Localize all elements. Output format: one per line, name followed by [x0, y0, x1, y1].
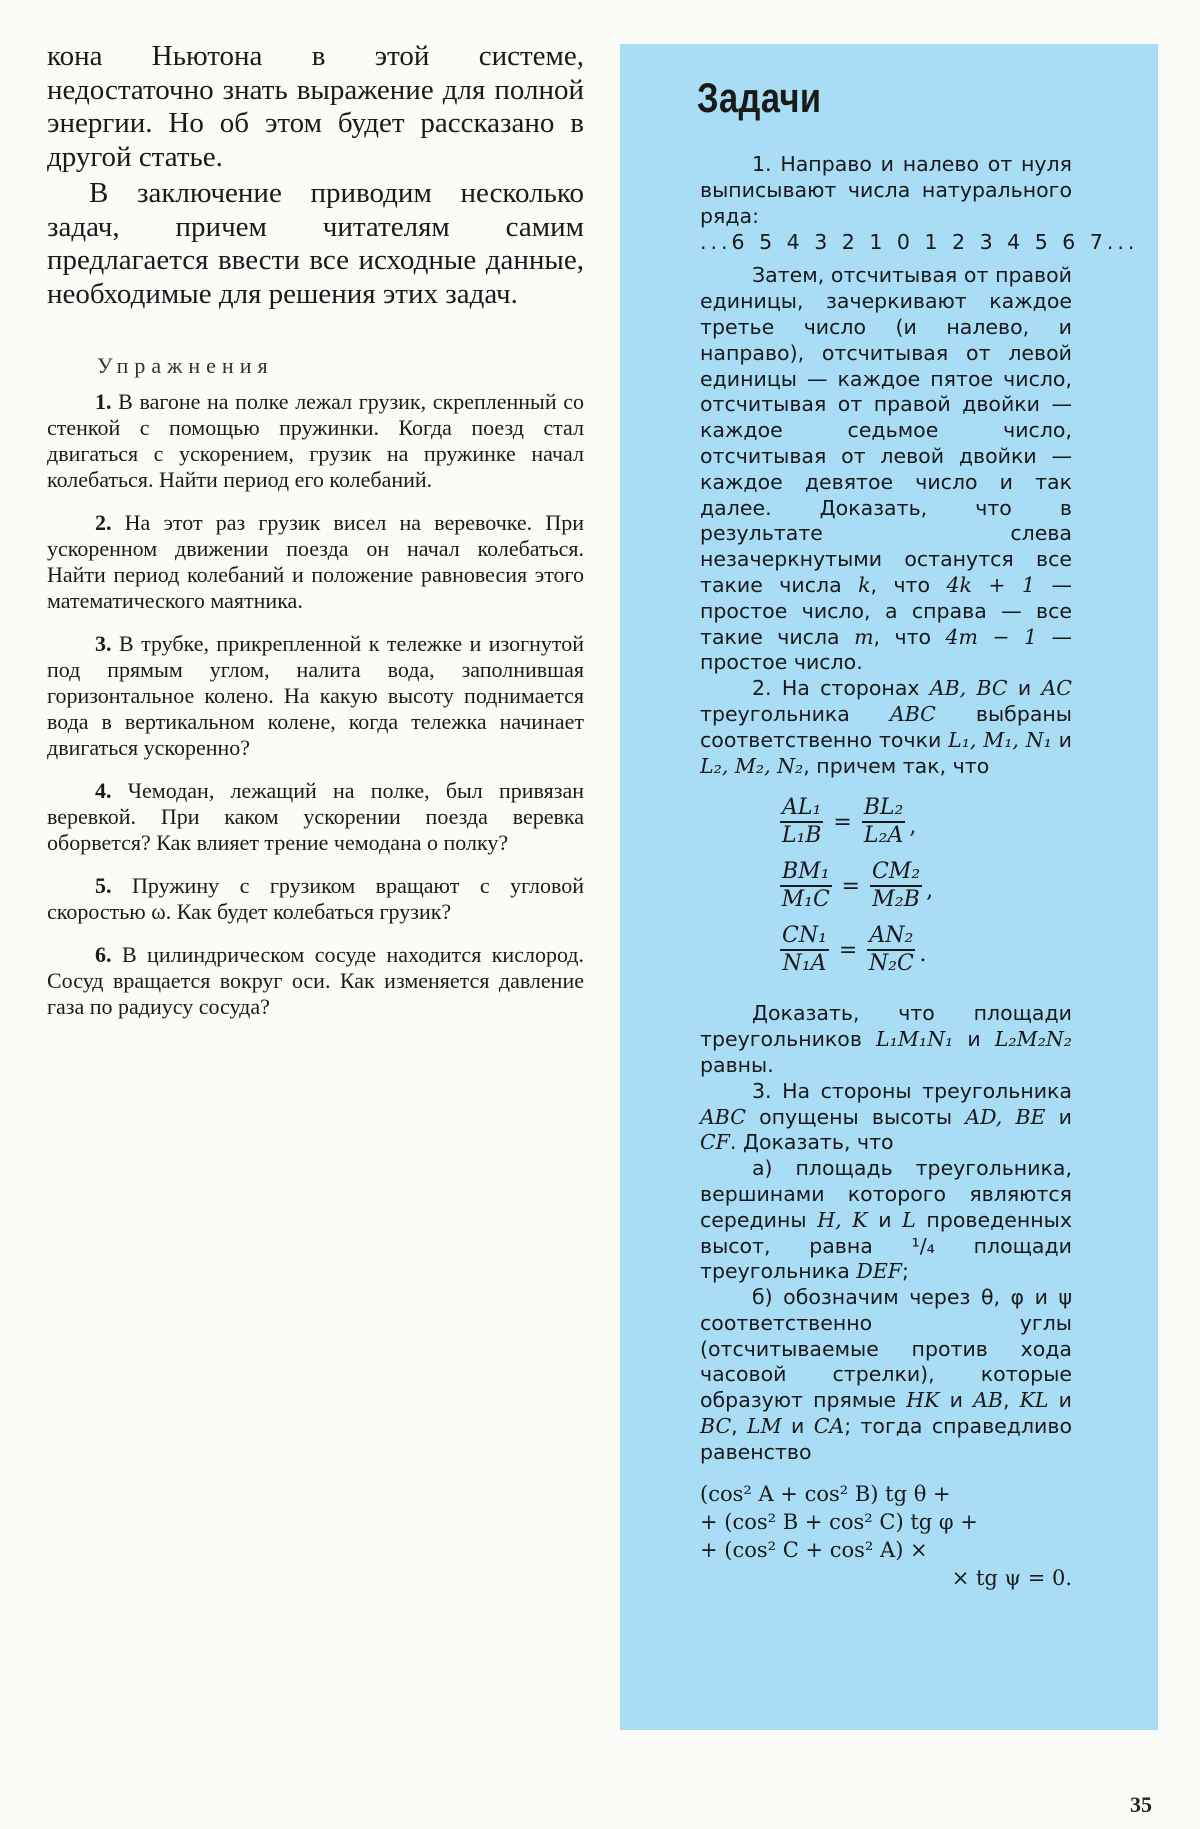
text-run: б) обозначим через θ, φ и ψ соответственно углы (отсчитываемые против хода часовой стрелки), которые образуют прямые: [700, 1285, 1072, 1413]
trig-identity: [700, 1480, 1072, 1592]
problem-1-body: [700, 263, 1072, 676]
math-var: m: [854, 624, 874, 649]
denominator: L₁B: [781, 823, 822, 849]
math-expr: AD, BE: [965, 1104, 1046, 1129]
text-run: ,: [731, 1414, 748, 1439]
numerator: CM₂: [870, 859, 922, 887]
exercise-text: В трубке, прикрепленной к тележке и изогнутой под прямым углом, налита вода, заполнившая горизонтальное колено. На какую высоту поднимается вода в вертикальном колене, когда тележка начинает двигаться ускоренно?: [47, 631, 584, 760]
exercise-number: 5.: [95, 873, 112, 898]
exercise-text: Пружину с грузиком вращают с угловой скоростью ω. Как будет колебаться грузик?: [47, 873, 585, 924]
exercise-item: [47, 631, 584, 761]
problem-2-statement: [700, 676, 1072, 779]
text-run: проведенных высот, равна: [700, 1207, 1072, 1258]
math-expr: H, K: [817, 1207, 868, 1232]
exercise-number: 2.: [95, 510, 112, 535]
numerator: AL₁: [780, 795, 823, 823]
text-run: , что: [873, 624, 946, 649]
math-expr: LM: [747, 1414, 782, 1439]
exercise-text: В вагоне на полке лежал грузик, скрепленный со стенкой с помощью пружинки. Когда поезд стал двигаться с ускорением, грузик на пружинке начал колебаться. Найти период его колебаний.: [47, 389, 585, 492]
math-var: k: [858, 572, 871, 597]
math-expr: HK: [906, 1388, 940, 1413]
math-expr: L₁, M₁, N₁: [948, 727, 1052, 752]
text-run: и: [781, 1414, 814, 1439]
text-run: а) площадь треугольника, вершинами которого являются середины: [700, 1156, 1072, 1232]
text-run: опущены высоты: [745, 1104, 966, 1129]
formula-line: + (cos² B + cos² C) tg φ +: [700, 1509, 978, 1534]
denominator: M₁C: [781, 887, 830, 913]
equals-sign: =: [841, 873, 860, 899]
punctuation: ,: [909, 813, 917, 839]
punctuation: .: [919, 941, 927, 967]
problems-content: [697, 74, 1139, 1592]
denominator: N₂C: [868, 951, 914, 977]
numerator: CN₁: [780, 923, 829, 951]
ratio-equation: [780, 923, 1072, 977]
fraction: [780, 859, 832, 913]
text-run: ; тогда справедливо равенство: [700, 1414, 1072, 1464]
exercise-item: [47, 510, 584, 614]
text-run: , причем так, что: [803, 753, 990, 778]
fraction: [862, 795, 906, 849]
math-expr: KL: [1019, 1388, 1049, 1413]
denominator: M₂B: [872, 887, 920, 913]
exercise-item: [47, 873, 584, 925]
punctuation: ,: [926, 877, 934, 903]
exercise-number: 1.: [95, 389, 112, 414]
math-expr: ABC: [889, 701, 936, 726]
math-expr: BC: [700, 1414, 732, 1439]
text-run: и: [1045, 1104, 1072, 1129]
problem-1-intro: 1. Направо и налево от нуля выписывают числа натурального ряда:: [700, 152, 1072, 228]
text-run: ;: [902, 1259, 909, 1284]
text-run: — простое число.: [700, 624, 1072, 675]
text-run: и: [939, 1388, 974, 1413]
math-expr: ABC: [700, 1104, 746, 1129]
problem-3-part-a: [700, 1156, 1072, 1285]
text-run: и: [953, 1027, 995, 1052]
formula-line: + (cos² C + cos² A) ×: [700, 1537, 928, 1562]
math-expr: L₁M₁N₁: [876, 1027, 954, 1052]
math-expr: 4k + 1: [946, 572, 1036, 597]
exercise-number: 3.: [95, 631, 112, 656]
ratio-equation: [780, 859, 1072, 913]
exercise-item: [47, 389, 584, 493]
ratio-equation: [780, 795, 1072, 849]
math-expr: AB, BC: [929, 676, 1008, 701]
intro-text: [47, 40, 584, 311]
text-run: 3. На стороны треугольника: [752, 1078, 1072, 1103]
ratio-equations: [780, 795, 1072, 977]
text-run: и: [1048, 1388, 1072, 1413]
text-run: . Доказать, что: [729, 1130, 894, 1155]
exercise-text: В цилиндрическом сосуде находится кислород. Сосуд вращается вокруг оси. Как изменяется давление газа по радиусу сосуда?: [47, 942, 585, 1019]
text-run: 2. На сторонах: [752, 676, 930, 701]
denominator: N₁A: [782, 951, 827, 977]
text-run: Доказать, что площади треугольников: [700, 1001, 1072, 1052]
exercise-item: [47, 942, 584, 1020]
text-run: выбраны соответственно точки: [700, 701, 1072, 752]
text-run: Затем, отсчитывая от правой единицы, зачеркивают каждое третье число (и налево, и направо), отсчитывая от левой единицы — каждое пятое число, отсчитывая от правой двойки — каждое седьмое число, отсчитывая от левой двойки — каждое девятое число и так далее. Доказать, что в результате слева незачеркнутыми останутся все такие числа: [700, 263, 1072, 597]
text-run: и: [867, 1207, 903, 1232]
math-expr: L: [902, 1207, 916, 1232]
math-expr: DEF: [856, 1259, 903, 1284]
exercise-text: Чемодан, лежащий на полке, был привязан веревкой. При каком ускорении поезда веревка оборвется? Как влияет трение чемодана о полку?: [47, 778, 584, 855]
text-run: и: [1007, 676, 1042, 701]
math-expr: L₂M₂N₂: [994, 1027, 1072, 1052]
math-expr: ¹/₄: [911, 1233, 935, 1258]
problems-title: Задачи: [697, 74, 822, 121]
math-expr: AC: [1041, 676, 1072, 701]
formula-line: × tg ψ = 0.: [951, 1565, 1072, 1590]
exercise-number: 4.: [95, 778, 112, 803]
exercises-list: [47, 389, 584, 1020]
numerator: BM₁: [780, 859, 832, 887]
problem-3-statement: [700, 1079, 1072, 1156]
math-expr: CA: [813, 1414, 845, 1439]
fraction: [867, 923, 915, 977]
equals-sign: =: [833, 809, 852, 835]
text-run: — простое число, а справа — все такие числа: [700, 572, 1072, 649]
math-expr: CF: [700, 1130, 730, 1155]
exercises-heading: Упражнения: [97, 353, 274, 378]
left-column: [47, 40, 584, 1037]
problems-box: [620, 44, 1158, 1730]
exercise-item: [47, 778, 584, 856]
intro-paragraph: кона Ньютона в этой системе, недостаточно знать выражение для полной энергии. Но об этом будет рассказано в другой статье.: [47, 40, 584, 173]
text-run: ,: [1002, 1388, 1020, 1413]
math-expr: AB: [973, 1388, 1003, 1413]
text-run: площади треугольника: [700, 1233, 1072, 1284]
numerator: BL₂: [862, 795, 906, 823]
text-run: равны.: [700, 1052, 774, 1077]
text-run: и: [1051, 727, 1073, 752]
problem-2-question: [700, 1001, 1072, 1078]
formula-line: (cos² A + cos² B) tg θ +: [700, 1481, 951, 1506]
text-run: , что: [870, 572, 947, 597]
fraction: [780, 923, 829, 977]
text-run: треугольника: [700, 701, 890, 726]
numerator: AN₂: [867, 923, 915, 951]
page-number: 35: [1130, 1792, 1152, 1817]
problem-3-part-b: [700, 1285, 1072, 1466]
fraction: [870, 859, 922, 913]
problem-1-digits: ...6 5 4 3 2 1 0 1 2 3 4 5 6 7...: [700, 230, 1139, 255]
denominator: L₂A: [863, 823, 904, 849]
exercise-number: 6.: [95, 942, 112, 967]
math-expr: 4m − 1: [945, 624, 1038, 649]
math-expr: L₂, M₂, N₂: [700, 753, 804, 778]
intro-paragraph: В заключение приводим несколько задач, причем читателям самим предлагается ввести все исходные данные, необходимые для решения этих задач.: [47, 177, 584, 310]
fraction: [780, 795, 823, 849]
equals-sign: =: [838, 937, 858, 963]
exercise-text: На этот раз грузик висел на веревочке. При ускоренном движении поезда он начал колебаться. Найти период колебаний и положение равновесия этого математического маятника.: [47, 510, 584, 613]
